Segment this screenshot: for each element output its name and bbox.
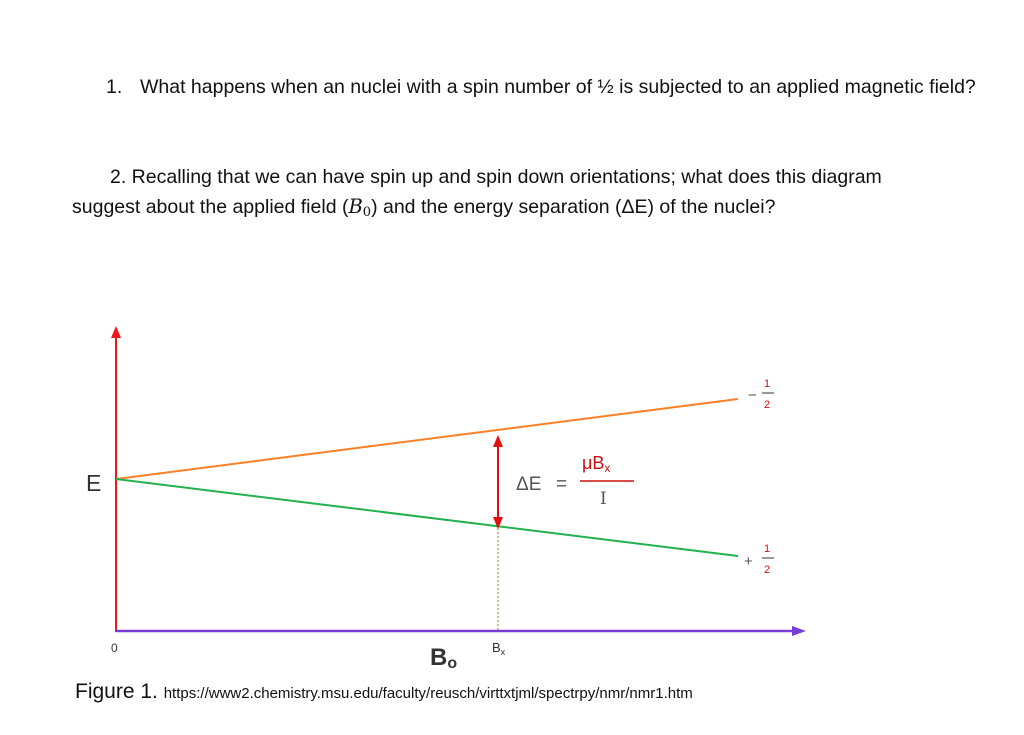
formula-numerator	[582, 453, 610, 475]
question-1-number: 1.	[106, 76, 123, 98]
numerator-b: B	[592, 453, 605, 473]
energy-axis-arrowhead	[111, 326, 121, 338]
bx-label	[492, 640, 506, 657]
b0-subscript: 0	[362, 205, 372, 220]
numerator-subscript: x	[604, 461, 611, 475]
spin-minus-half-level	[116, 399, 738, 479]
lower-state-sign: +	[744, 553, 753, 570]
lower-half-numerator: 1	[764, 543, 771, 555]
upper-half-denominator: 2	[764, 399, 771, 411]
field-axis-arrowhead	[792, 626, 806, 636]
figure-label: Figure 1.	[75, 680, 158, 703]
delta-e-arrowhead-up	[493, 435, 503, 447]
origin-label: 0	[111, 641, 118, 655]
lower-half-denominator: 2	[764, 564, 771, 576]
upper-state-sign: −	[748, 387, 757, 404]
question-2-text-end: ) and the energy separation (ΔE) of the nuclei?	[371, 196, 776, 218]
upper-half-numerator: 1	[764, 378, 771, 390]
equals-sign: =	[556, 474, 568, 495]
delta-e-label: ΔE	[516, 474, 542, 495]
figure-source-url: https://www2.chemistry.msu.edu/faculty/reusch/virttxtjml/spectrpy/nmr/nmr1.htm	[163, 685, 693, 702]
b0-letter: B	[348, 195, 363, 218]
field-axis-subscript: o	[447, 655, 458, 672]
figure-caption	[75, 679, 693, 707]
bx-subscript: x	[500, 647, 506, 657]
question-1-text: What happens when an nuclei with a spin number of ½ is subjected to an applied magnetic field?	[140, 76, 976, 98]
bx-letter: B	[492, 640, 501, 655]
field-axis-letter: B	[430, 644, 448, 671]
energy-axis-label: E	[86, 470, 102, 496]
formula-denominator: I	[600, 489, 607, 509]
spin-plus-half-level	[116, 479, 738, 556]
question-2-text-start: 2. Recalling that we can have spin up and spin down orientations; what does this diagram suggest about the applied field (	[72, 166, 882, 218]
numerator-mu: μ	[582, 453, 593, 473]
field-axis-label	[430, 644, 457, 672]
